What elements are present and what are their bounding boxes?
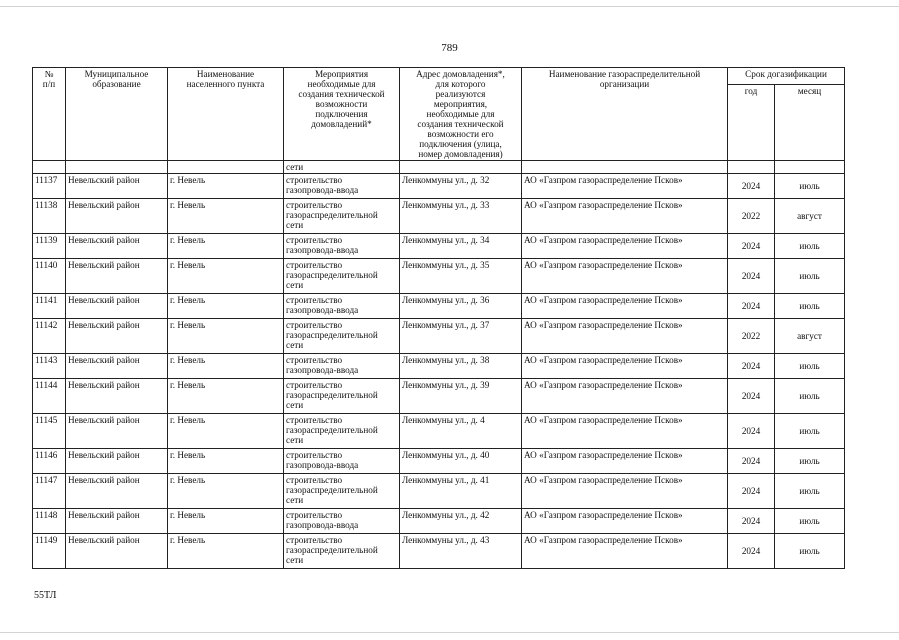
row-org: АО «Газпром газораспределение Псков» (522, 379, 728, 414)
row-measure: строительство газораспределительной сети (284, 259, 400, 294)
row-month: июль (775, 509, 845, 534)
row-month: июль (775, 414, 845, 449)
row-month: июль (775, 474, 845, 509)
table-row (33, 449, 845, 474)
table-row (33, 294, 845, 319)
row-measure: строительство газораспределительной сети (284, 199, 400, 234)
row-address: Ленкоммуны ул., д. 32 (400, 174, 522, 199)
page-number: 789 (441, 42, 458, 54)
row-num: 11142 (33, 319, 66, 354)
table-row (33, 234, 845, 259)
row-month: август (775, 319, 845, 354)
table-header-row (33, 68, 845, 85)
table-row (33, 474, 845, 509)
row-measure: строительство газопровода-ввода (284, 509, 400, 534)
row-settlement: г. Невель (168, 199, 284, 234)
row-measure: строительство газораспределительной сети (284, 414, 400, 449)
row-org: АО «Газпром газораспределение Псков» (522, 534, 728, 569)
scan-artifact-bottom (0, 632, 899, 633)
row-settlement: г. Невель (168, 294, 284, 319)
row-settlement: г. Невель (168, 354, 284, 379)
row-address: Ленкоммуны ул., д. 35 (400, 259, 522, 294)
row-municipal: Невельский район (66, 174, 168, 199)
row-municipal: Невельский район (66, 354, 168, 379)
row-settlement: г. Невель (168, 174, 284, 199)
row-year: 2024 (728, 174, 775, 199)
row-address: Ленкоммуны ул., д. 33 (400, 199, 522, 234)
row-municipal: Невельский район (66, 234, 168, 259)
row-num: 11139 (33, 234, 66, 259)
row-org: АО «Газпром газораспределение Псков» (522, 414, 728, 449)
footer-code: 55ТЛ (34, 590, 57, 601)
header-address: Адрес домовладения*, для которого реализуются мероприятия, необходимые для создания технической возможности его подключения (улица, номер домовладения) (400, 68, 522, 161)
row-municipal: Невельский район (66, 199, 168, 234)
row-municipal: Невельский район (66, 509, 168, 534)
row-measure: строительство газопровода-ввода (284, 294, 400, 319)
row-org: АО «Газпром газораспределение Псков» (522, 354, 728, 379)
row-num: 11144 (33, 379, 66, 414)
row-address: Ленкоммуны ул., д. 41 (400, 474, 522, 509)
row-measure: строительство газопровода-ввода (284, 174, 400, 199)
row-measure: строительство газораспределительной сети (284, 474, 400, 509)
row-measure: строительство газопровода-ввода (284, 354, 400, 379)
row-address: Ленкоммуны ул., д. 4 (400, 414, 522, 449)
row-org: АО «Газпром газораспределение Псков» (522, 449, 728, 474)
row-settlement: г. Невель (168, 259, 284, 294)
row-address: Ленкоммуны ул., д. 34 (400, 234, 522, 259)
table-row (33, 379, 845, 414)
row-year: 2024 (728, 294, 775, 319)
row-municipal: Невельский район (66, 319, 168, 354)
continuation-row (33, 161, 845, 174)
header-term: Срок догазификации (728, 68, 845, 85)
row-num: 11146 (33, 449, 66, 474)
row-month: июль (775, 294, 845, 319)
row-month: июль (775, 234, 845, 259)
row-settlement: г. Невель (168, 379, 284, 414)
header-settlement: Наименование населенного пункта (168, 68, 284, 161)
row-settlement: г. Невель (168, 474, 284, 509)
row-measure: строительство газопровода-ввода (284, 449, 400, 474)
row-org: АО «Газпром газораспределение Псков» (522, 259, 728, 294)
row-municipal: Невельский район (66, 259, 168, 294)
row-address: Ленкоммуны ул., д. 36 (400, 294, 522, 319)
row-num: 11137 (33, 174, 66, 199)
row-measure: строительство газораспределительной сети (284, 379, 400, 414)
row-municipal: Невельский район (66, 294, 168, 319)
table-row (33, 319, 845, 354)
gasification-table (32, 67, 845, 569)
continuation-measure: сети (284, 161, 400, 174)
row-org: АО «Газпром газораспределение Псков» (522, 509, 728, 534)
row-org: АО «Газпром газораспределение Псков» (522, 174, 728, 199)
row-num: 11143 (33, 354, 66, 379)
row-year: 2024 (728, 474, 775, 509)
row-year: 2024 (728, 509, 775, 534)
row-settlement: г. Невель (168, 234, 284, 259)
row-settlement: г. Невель (168, 319, 284, 354)
row-num: 11140 (33, 259, 66, 294)
header-year: год (728, 85, 775, 161)
row-num: 11138 (33, 199, 66, 234)
row-municipal: Невельский район (66, 474, 168, 509)
row-settlement: г. Невель (168, 449, 284, 474)
row-address: Ленкоммуны ул., д. 38 (400, 354, 522, 379)
row-address: Ленкоммуны ул., д. 42 (400, 509, 522, 534)
row-month: июль (775, 259, 845, 294)
row-settlement: г. Невель (168, 414, 284, 449)
row-settlement: г. Невель (168, 509, 284, 534)
row-month: август (775, 199, 845, 234)
row-year: 2024 (728, 234, 775, 259)
row-municipal: Невельский район (66, 379, 168, 414)
row-org: АО «Газпром газораспределение Псков» (522, 234, 728, 259)
row-year: 2022 (728, 199, 775, 234)
row-year: 2024 (728, 354, 775, 379)
table-row (33, 354, 845, 379)
row-municipal: Невельский район (66, 449, 168, 474)
table-row (33, 174, 845, 199)
row-measure: строительство газораспределительной сети (284, 319, 400, 354)
row-address: Ленкоммуны ул., д. 43 (400, 534, 522, 569)
header-num: № п/п (33, 68, 66, 161)
header-municipal: Муниципальное образование (66, 68, 168, 161)
row-month: июль (775, 354, 845, 379)
table-row (33, 259, 845, 294)
header-month: месяц (775, 85, 845, 161)
row-org: АО «Газпром газораспределение Псков» (522, 199, 728, 234)
row-address: Ленкоммуны ул., д. 40 (400, 449, 522, 474)
row-year: 2024 (728, 534, 775, 569)
row-municipal: Невельский район (66, 414, 168, 449)
row-year: 2024 (728, 259, 775, 294)
row-year: 2024 (728, 449, 775, 474)
row-org: АО «Газпром газораспределение Псков» (522, 319, 728, 354)
row-address: Ленкоммуны ул., д. 39 (400, 379, 522, 414)
row-year: 2024 (728, 414, 775, 449)
row-month: июль (775, 534, 845, 569)
scan-artifact-top (0, 6, 899, 7)
row-settlement: г. Невель (168, 534, 284, 569)
row-month: июль (775, 174, 845, 199)
row-org: АО «Газпром газораспределение Псков» (522, 294, 728, 319)
table-row (33, 414, 845, 449)
row-measure: строительство газопровода-ввода (284, 234, 400, 259)
row-org: АО «Газпром газораспределение Псков» (522, 474, 728, 509)
row-municipal: Невельский район (66, 534, 168, 569)
row-month: июль (775, 449, 845, 474)
header-measures: Мероприятия необходимые для создания технической возможности подключения домовладений* (284, 68, 400, 161)
row-num: 11147 (33, 474, 66, 509)
table-row (33, 509, 845, 534)
header-org: Наименование газораспределительной организации (522, 68, 728, 161)
row-year: 2024 (728, 379, 775, 414)
row-num: 11145 (33, 414, 66, 449)
row-num: 11141 (33, 294, 66, 319)
table-row (33, 199, 845, 234)
row-measure: строительство газораспределительной сети (284, 534, 400, 569)
row-num: 11149 (33, 534, 66, 569)
row-num: 11148 (33, 509, 66, 534)
row-year: 2022 (728, 319, 775, 354)
row-address: Ленкоммуны ул., д. 37 (400, 319, 522, 354)
table-row (33, 534, 845, 569)
row-month: июль (775, 379, 845, 414)
